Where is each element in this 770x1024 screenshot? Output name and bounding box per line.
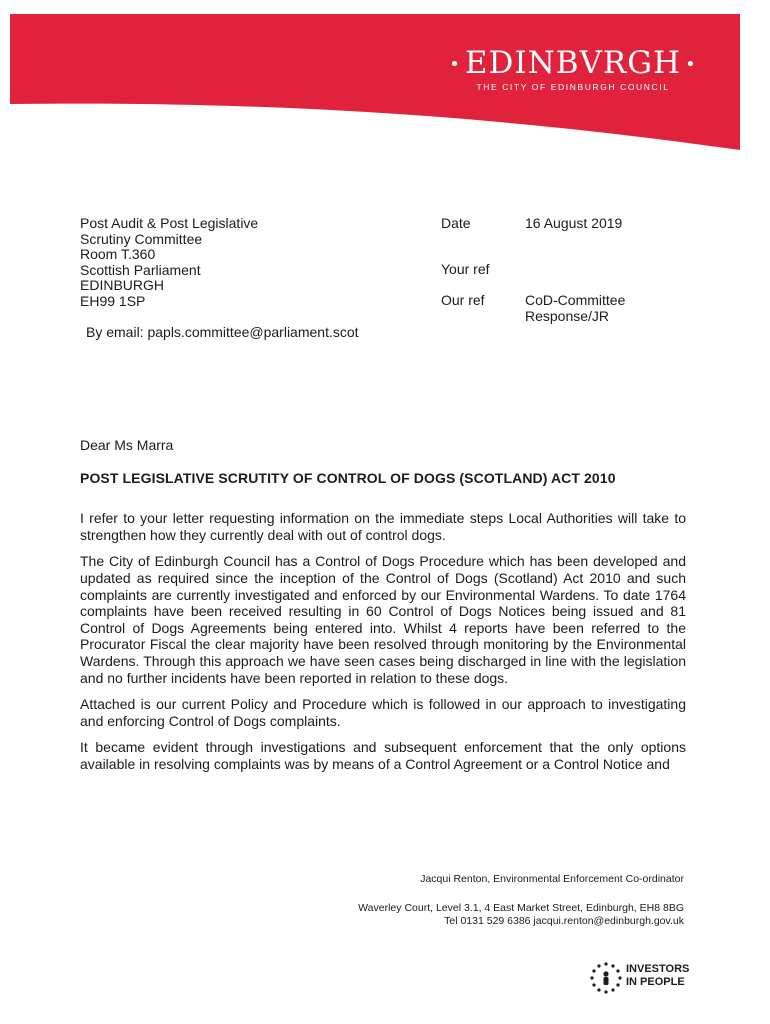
date-value: 16 August 2019: [525, 215, 623, 231]
our-ref-label: Our ref: [441, 292, 485, 308]
investors-in-people-text: [626, 963, 689, 989]
paragraph: Attached is our current Policy and Procedure which is followed in our approach to investigating and enforcing Control of Dogs complaints.: [80, 696, 686, 729]
badge-line-2: IN PEOPLE: [626, 976, 685, 988]
badge-line-1: INVESTORS: [626, 963, 690, 975]
logo-wordmark: [438, 46, 708, 82]
recipient-line: Post Audit & Post Legislative: [80, 215, 259, 231]
salutation: Dear Ms Marra: [80, 437, 174, 453]
paragraph: I refer to your letter requesting information on the immediate steps Local Authorities will take to strengthen how they currently deal with out of control dogs.: [80, 510, 686, 543]
letter-subject: POST LEGISLATIVE SCRUTITY OF CONTROL OF DOGS (SCOTLAND) ACT 2010: [80, 469, 616, 486]
recipient-line: EDINBURGH: [80, 277, 165, 293]
contact-block: [358, 902, 684, 928]
paragraph: The City of Edinburgh Council has a Control of Dogs Procedure which has been developed and updated as required since the inception of the Control of Dogs (Scotland) Act 2010 and such complaints are currently investigated and enforced by our Environmental Wardens. To date 1764 complaints have been received resulting in 60 Control of Dogs Notices being issued and 81 Control of Dogs Agreements being entered into. Whilst 4 reports have been referred to the Procurator Fiscal the clear majority have been resolved through monitoring by the Environmental Wardens. Through this approach we have seen cases being discharged in line with the legislation and no further incidents have been reported in relation to these dogs.: [80, 553, 686, 686]
your-ref-label: Your ref: [441, 261, 490, 277]
recipient-line: Room T.360: [80, 246, 156, 262]
logo-main-text: EDINBVRGH: [464, 45, 682, 81]
sender-contact: Tel 0131 529 6386 jacqui.renton@edinburgh.gov.uk: [444, 915, 684, 927]
recipient-line: EH99 1SP: [80, 292, 146, 309]
recipient-line: Scrutiny Committee: [80, 230, 203, 247]
recipient-line: Scottish Parliament: [80, 261, 201, 278]
logo-subtitle: THE CITY OF EDINBURGH COUNCIL: [476, 81, 670, 92]
recipient-address: [80, 216, 258, 309]
our-ref-value-line2: Response/JR: [525, 308, 610, 324]
letterhead: [0, 0, 770, 160]
investors-in-people-badge: [588, 960, 698, 996]
paragraph: It became evident through investigations and subsequent enforcement that the only options available in resolving complaints was by means of a Control Agreement or a Control Notice and: [80, 739, 686, 772]
investors-in-people-icon: [588, 960, 624, 996]
signature-line: Jacqui Renton, Environmental Enforcement Co-ordinator: [420, 873, 684, 885]
our-ref-value-line1: CoD-Committee: [525, 292, 626, 308]
sender-address: Waverley Court, Level 3.1, 4 East Market Street, Edinburgh, EH8 8BG: [358, 902, 684, 914]
logo-dot-right: •: [685, 53, 697, 75]
logo-dot-left: •: [449, 53, 461, 75]
letter-body: [80, 437, 686, 783]
council-logo: [438, 46, 708, 92]
date-label: Date: [441, 215, 471, 231]
email-line: By email: papls.committee@parliament.scot: [86, 324, 359, 340]
